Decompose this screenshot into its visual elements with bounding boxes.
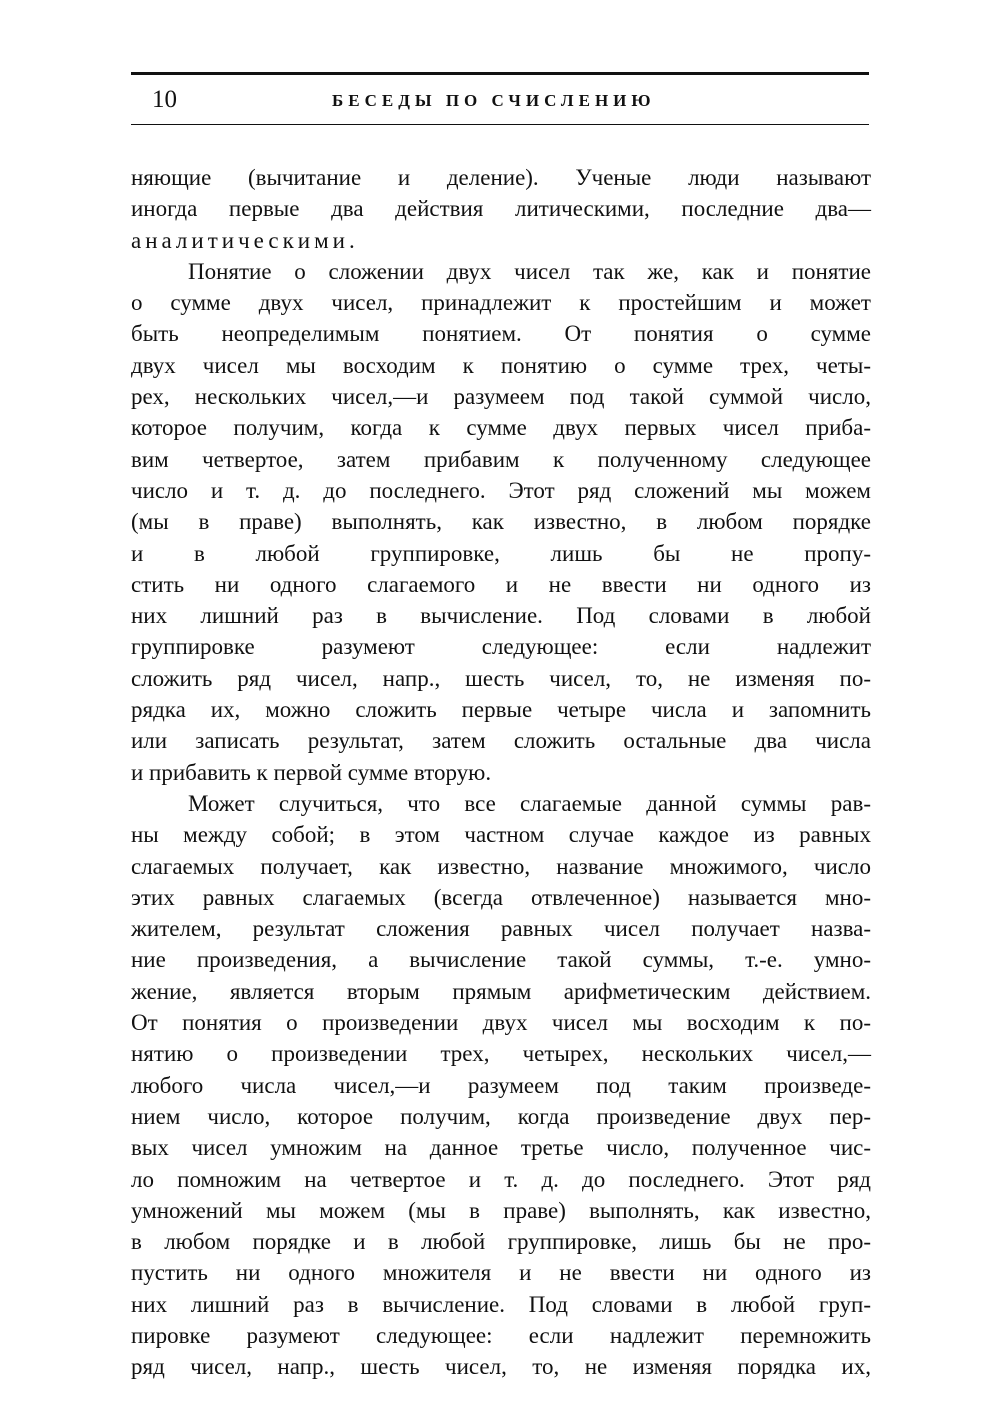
text-line: число и т. д. до последнего. Этот ряд сложений мы можем	[131, 477, 871, 503]
text-line: вых чисел умножим на данное третье число, полученное чис-	[131, 1135, 871, 1161]
text-line: любого числа чисел,—и разумеем под таким произведе-	[131, 1072, 871, 1098]
text-line: слагаемых получает, как известно, название множимого, число	[131, 853, 871, 879]
text-line: жителем, результат сложения равных чисел получает назва-	[131, 916, 871, 942]
text-line: ние произведения, а вычисление такой суммы, т.-е. умно-	[131, 947, 871, 973]
text-line: ны между собой; в этом частном случае каждое из равных	[131, 822, 871, 848]
text-line: этих равных слагаемых (всегда отвлеченное) называется мно-	[131, 884, 871, 910]
paragraph-start-line: Понятие о сложении двух чисел так же, как и понятие	[188, 258, 871, 284]
text-line: рядка их, можно сложить первые четыре числа и запомнить	[131, 697, 871, 723]
text-line: группировке разумеют следующее: если надлежит	[131, 634, 871, 660]
text-line: пировке разумеют следующее: если надлежит перемножить	[131, 1322, 871, 1348]
text-line: (мы в праве) выполнять, как известно, в любом порядке	[131, 509, 871, 535]
page-number: 10	[152, 86, 177, 113]
text-line: нятию о произведении трех, четырех, нескольких чисел,—	[131, 1041, 871, 1067]
text-line: няющие (вычитание и деление). Ученые люди называют	[131, 165, 871, 190]
text-line: в любом порядке и в любой группировке, лишь бы не про-	[131, 1229, 871, 1255]
running-head: БЕСЕДЫ ПО СЧИСЛЕНИЮ	[332, 91, 656, 110]
text-line: и в любой группировке, лишь бы не пропу-	[131, 540, 871, 566]
text-line: нием число, которое получим, когда произведение двух пер-	[131, 1103, 871, 1129]
text-line: них лишний раз в вычисление. Под словами в любой	[131, 603, 871, 629]
text-line: них лишний раз в вычисление. Под словами в любой груп-	[131, 1291, 871, 1317]
text-line: стить ни одного слагаемого и не ввести ни одного из	[131, 571, 871, 597]
text-line: двух чисел мы восходим к понятию о сумме трех, четы-	[131, 352, 871, 378]
text-line: пустить ни одного множителя и не ввести ни одного из	[131, 1260, 871, 1286]
text-line: иногда первые два действия литическими, последние два—	[131, 196, 871, 222]
text-line: сложить ряд чисел, напр., шесть чисел, то, не изменяя по-	[131, 665, 871, 691]
text-line: умножений мы можем (мы в праве) выполнять, как известно,	[131, 1197, 871, 1223]
text-line: аналитическими.	[131, 227, 359, 253]
body-text	[131, 162, 871, 1383]
paragraph-start-line: Может случиться, что все слагаемые данной суммы рав-	[188, 790, 871, 816]
text-line: о сумме двух чисел, принадлежит к простейшим и может	[131, 290, 871, 316]
header-rule-bottom	[131, 124, 869, 125]
text-line: ряд чисел, напр., шесть чисел, то, не изменяя порядка их,	[131, 1354, 871, 1380]
header-rule-top	[131, 72, 869, 75]
text-line: ло помножим на четвертое и т. д. до последнего. Этот ряд	[131, 1166, 871, 1192]
text-line: или записать результат, затем сложить остальные два числа	[131, 728, 871, 754]
text-line: жение, является вторым прямым арифметическим действием.	[131, 978, 871, 1004]
text-line: которое получим, когда к сумме двух первых чисел приба-	[131, 415, 871, 441]
text-line: От понятия о произведении двух чисел мы восходим к по-	[131, 1010, 871, 1036]
text-line: и прибавить к первой сумме вторую.	[131, 759, 492, 785]
text-line: вим четвертое, затем прибавим к полученному следующее	[131, 446, 871, 472]
text-line: быть неопределимым понятием. От понятия о сумме	[131, 321, 871, 347]
text-line: рех, нескольких чисел,—и разумеем под такой суммой число,	[131, 384, 871, 410]
